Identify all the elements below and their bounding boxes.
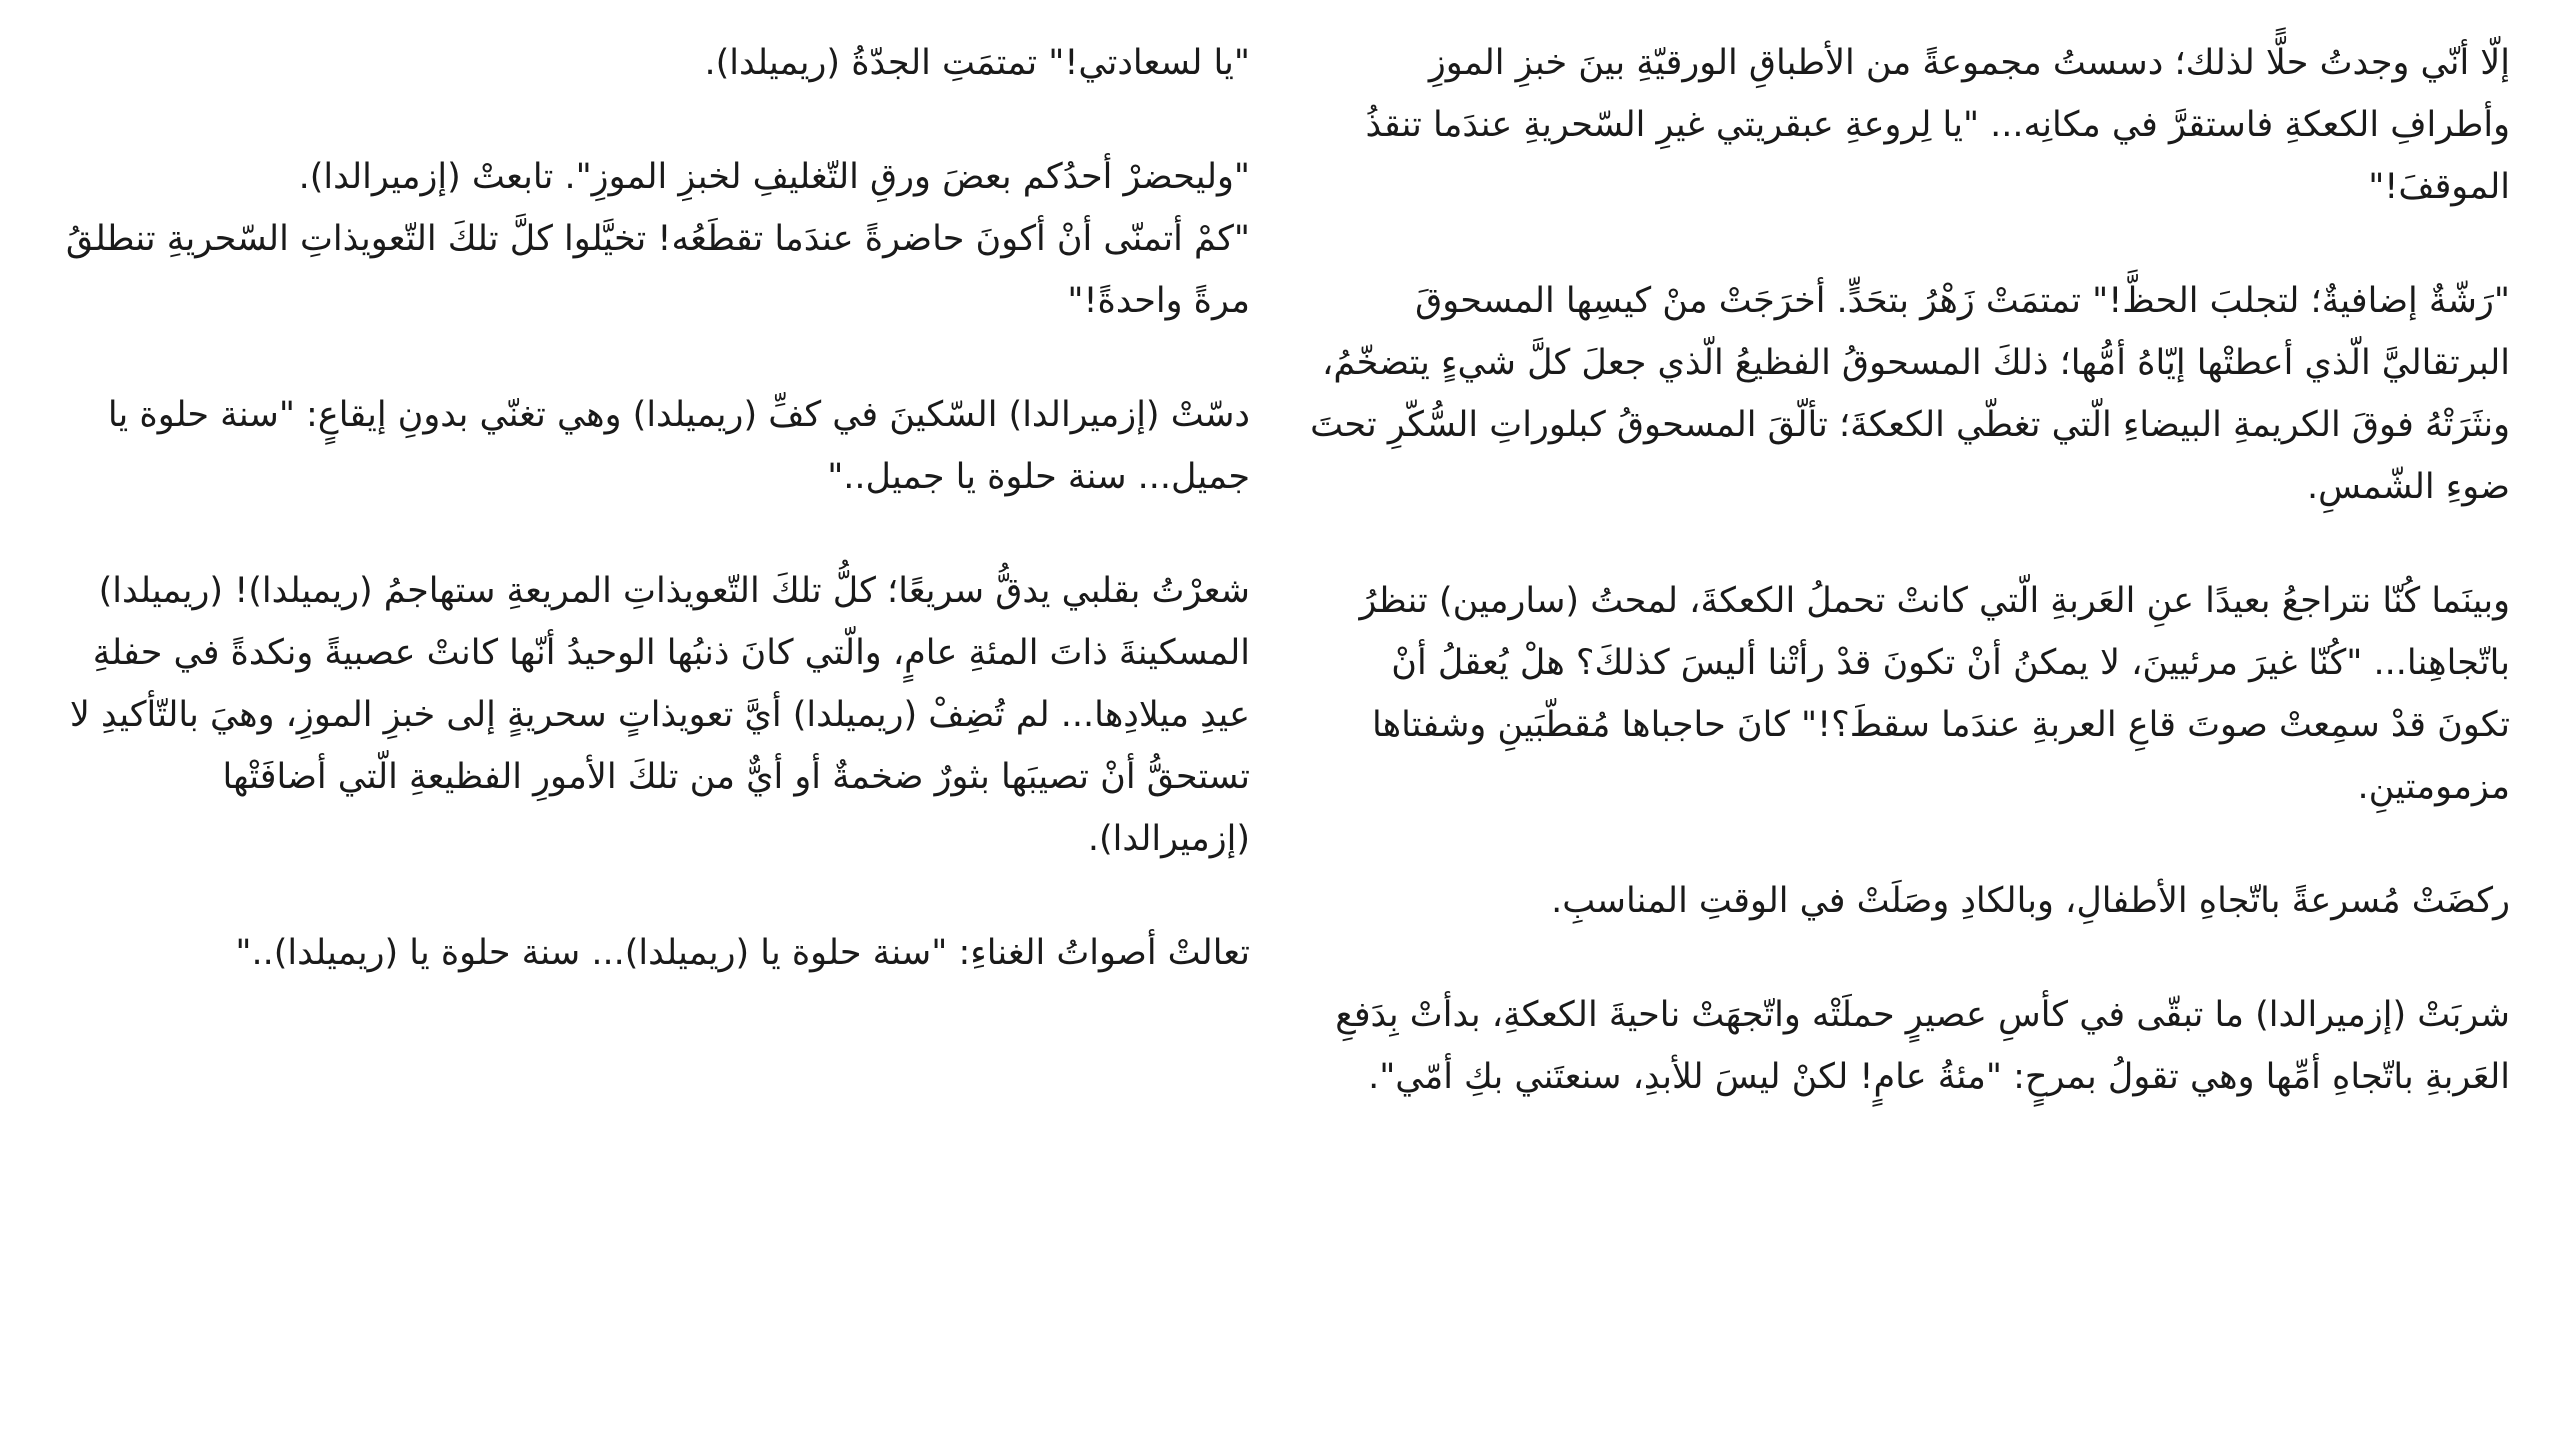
paragraph: "وليحضرْ أحدُكم بعضَ ورقِ التّغليفِ لخبزِ الموزِ". تابعتْ (إزميرالدا). xyxy=(298,157,1250,197)
left-column xyxy=(50,32,1250,1412)
paragraph: دسّتْ (إزميرالدا) السّكينَ في كفِّ (ريميلدا) وهي تغنّي بدونِ إيقاعٍ: "سنة حلوة يا جميل... سنة حلوة يا جميل.." xyxy=(107,395,1250,497)
paragraph: "رَشّةٌ إضافيةٌ؛ لتجلبَ الحظَّ!" تمتمَتْ زَهْرُ بتحَدٍّ. أخرَجَتْ منْ كيسِها المسحوقَ البرتقاليَّ الّذي أعطتْها إيّاهُ أمُّها؛ ذلكَ المسحوقُ الفظيعُ الّذي جعلَ كلَّ شيءٍ يتضخّمُ، ونثَرَتْهُ فوقَ الكريمةِ البيضاءِ الّتي تغطّي الكعكةَ؛ تألّقَ المسحوقُ كبلوراتِ السُّكّرِ تحتَ ضوءِ الشّمسِ. xyxy=(1310,281,2510,507)
paragraph: شربَتْ (إزميرالدا) ما تبقّى في كأسِ عصيرٍ حملَتْه واتّجهَتْ ناحيةَ الكعكةِ، بدأتْ بِدَفعِ العَربةِ باتّجاهِ أمِّها وهي تقولُ بمرحٍ: "مئةُ عامٍ! لكنْ ليسَ للأبدِ، سنعتَني بكِ أمّي". xyxy=(1335,995,2510,1097)
paragraph: وبينَما كُنّا نتراجعُ بعيدًا عنِ العَربةِ الّتي كانتْ تحملُ الكعكةَ، لمحتُ (سارمين) تنظرُ باتّجاهِنا... "كُنّا غيرَ مرئيينَ، لا يمكنُ أنْ تكونَ قدْ رأتْنا أليسَ كذلكَ؟ هلْ يُعقلُ أنْ تكونَ قدْ سمِعتْ صوتَ قاعِ العربةِ عندَما سقطَ؟!" كانَ حاجباها مُقطّبَينِ وشفتاها مزمومتينِ. xyxy=(1359,581,2510,807)
paragraph: "يا لسعادتي!" تمتمَتِ الجدّةُ (ريميلدا). xyxy=(704,43,1250,83)
paragraph: "كمْ أتمنّى أنْ أكونَ حاضرةً عندَما تقطَعُه! تخيَّلوا كلَّ تلكَ التّعويذاتِ السّحريةِ تنطلقُ مرةً واحدةً!" xyxy=(65,219,1250,321)
story-page xyxy=(50,32,2510,1412)
paragraph: شعرْتُ بقلبي يدقُّ سريعًا؛ كلُّ تلكَ التّعويذاتِ المريعةِ ستهاجمُ (ريميلدا)! (ريميلدا) المسكينةَ ذاتَ المئةِ عامٍ، والّتي كانَ ذنبُها الوحيدُ أنّها كانتْ عصبيةً ونكدةً في حفلةِ عيدِ ميلادِها... لم تُضِفْ (ريميلدا) أيَّ تعويذاتٍ سحريةٍ إلى خبزِ الموزِ، وهيَ بالتّأكيدِ لا تستحقُّ أنْ تصيبَها بثورٌ ضخمةٌ أو أيٌّ من تلكَ الأمورِ الفظيعةِ الّتي أضافَتْها (إزميرالدا). xyxy=(69,571,1250,859)
paragraph: ركضَتْ مُسرعةً باتّجاهِ الأطفالِ، وبالكادِ وصَلَتْ في الوقتِ المناسبِ. xyxy=(1551,881,2510,921)
paragraph: إلّا أنّي وجدتُ حلًّا لذلك؛ دسستُ مجموعةً من الأطباقِ الورقيّةِ بينَ خبزِ الموزِ وأطرافِ الكعكةِ فاستقرَّ في مكانِه... "يا لِروعةِ عبقريتي غيرِ السّحريةِ عندَما تنقذُ الموقفَ!" xyxy=(1365,43,2510,207)
right-column xyxy=(1310,32,2510,1412)
paragraph: تعالتْ أصواتُ الغناءِ: "سنة حلوة يا (ريميلدا)... سنة حلوة يا (ريميلدا).." xyxy=(235,933,1250,973)
